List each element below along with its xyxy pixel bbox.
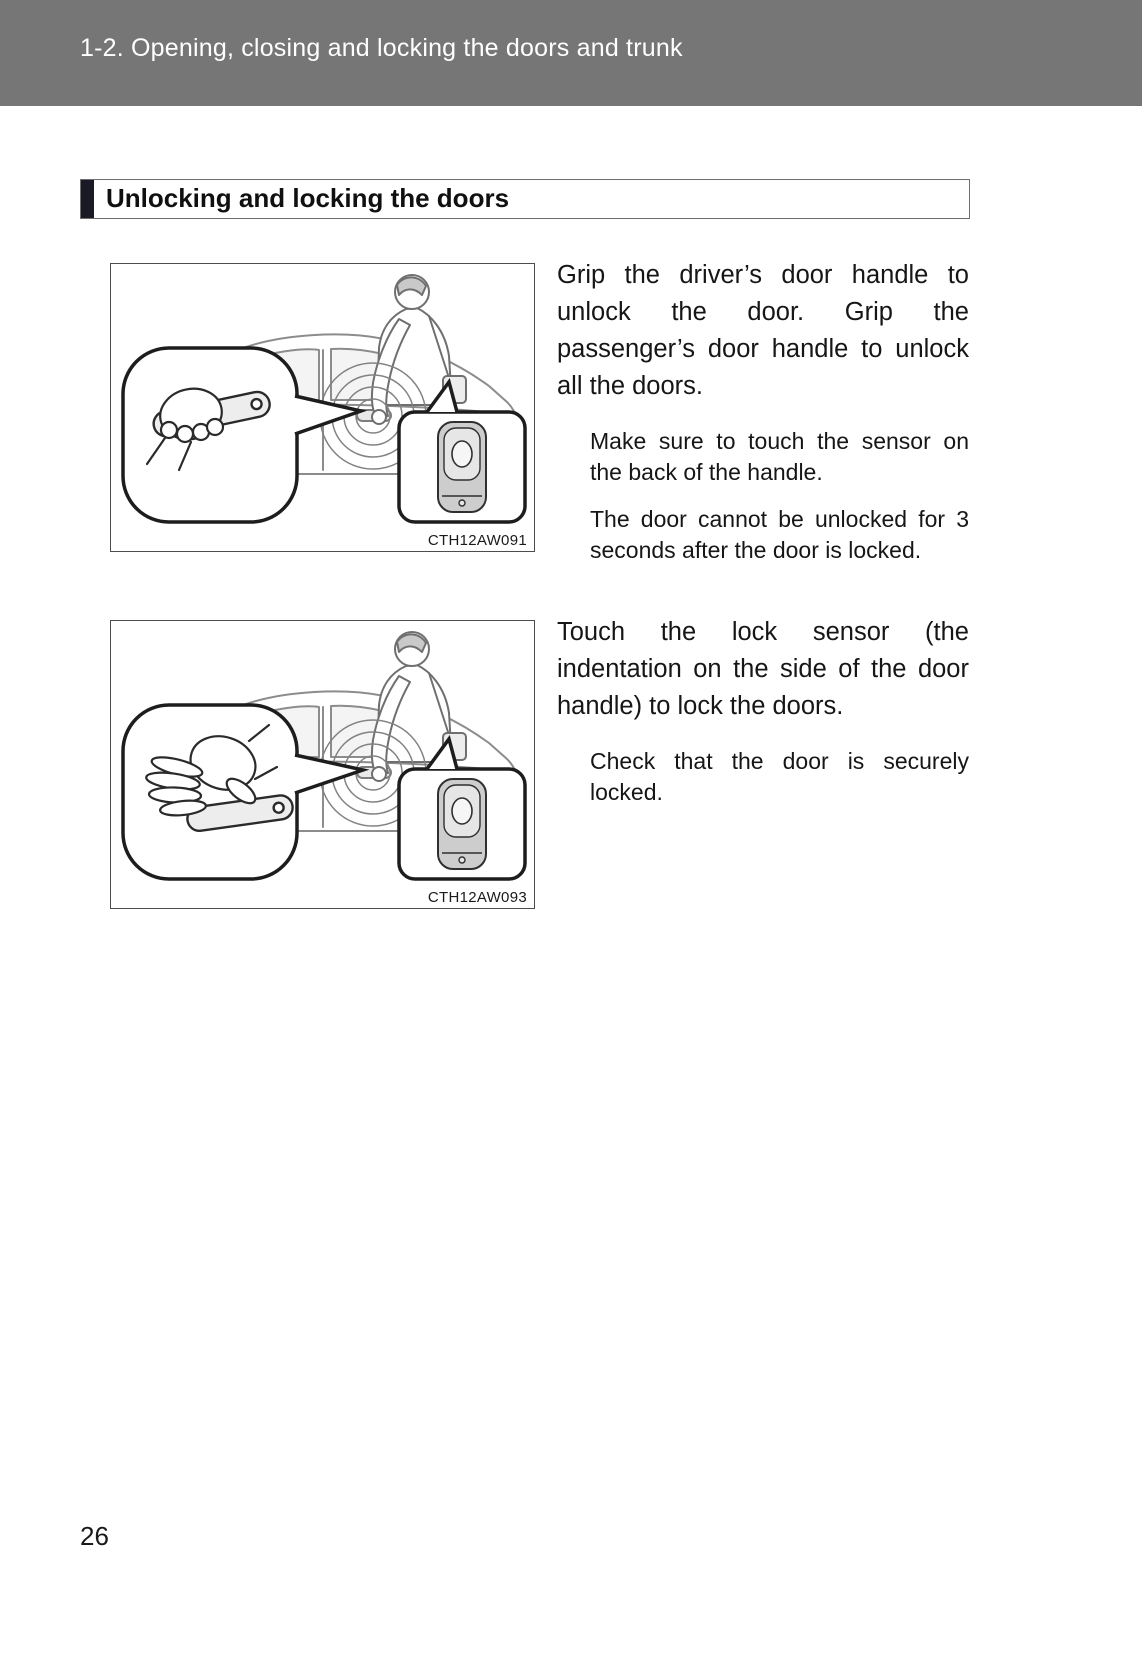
section-heading — [80, 179, 970, 219]
smart-key-fob — [438, 422, 486, 512]
figure-code: CTH12AW093 — [425, 889, 530, 906]
lock-instruction-text: Touch the lock sensor (the indentation on the side of the door handle) to lock the doors. — [557, 618, 969, 720]
lock-text-column — [557, 614, 969, 824]
heading-accent-bar — [81, 180, 94, 218]
chapter-title: 1-2. Opening, closing and locking the doors and trunk — [80, 34, 683, 62]
unlock-text-column — [557, 257, 969, 582]
figure-code: CTH12AW091 — [425, 532, 530, 549]
figure-unlock — [110, 263, 535, 552]
unlock-note-text: The door cannot be unlocked for 3 seconds after the door is locked. — [590, 506, 969, 563]
section-heading-text: Unlocking and locking the doors — [106, 183, 510, 213]
page-header-bar — [0, 0, 1142, 106]
figure-lock — [110, 620, 535, 909]
lock-illustration — [111, 621, 534, 908]
unlock-illustration — [111, 264, 534, 551]
unlock-instruction-text: Grip the driver’s door handle to unlock the door. Grip the passenger’s door handle to unlock all the doors. — [557, 261, 969, 400]
smart-key-fob — [438, 779, 486, 869]
unlock-note-text: Make sure to touch the sensor on the back of the handle. — [590, 428, 969, 485]
lock-note-text: Check that the door is securely locked. — [590, 748, 969, 805]
page-number: 26 — [80, 1521, 109, 1551]
